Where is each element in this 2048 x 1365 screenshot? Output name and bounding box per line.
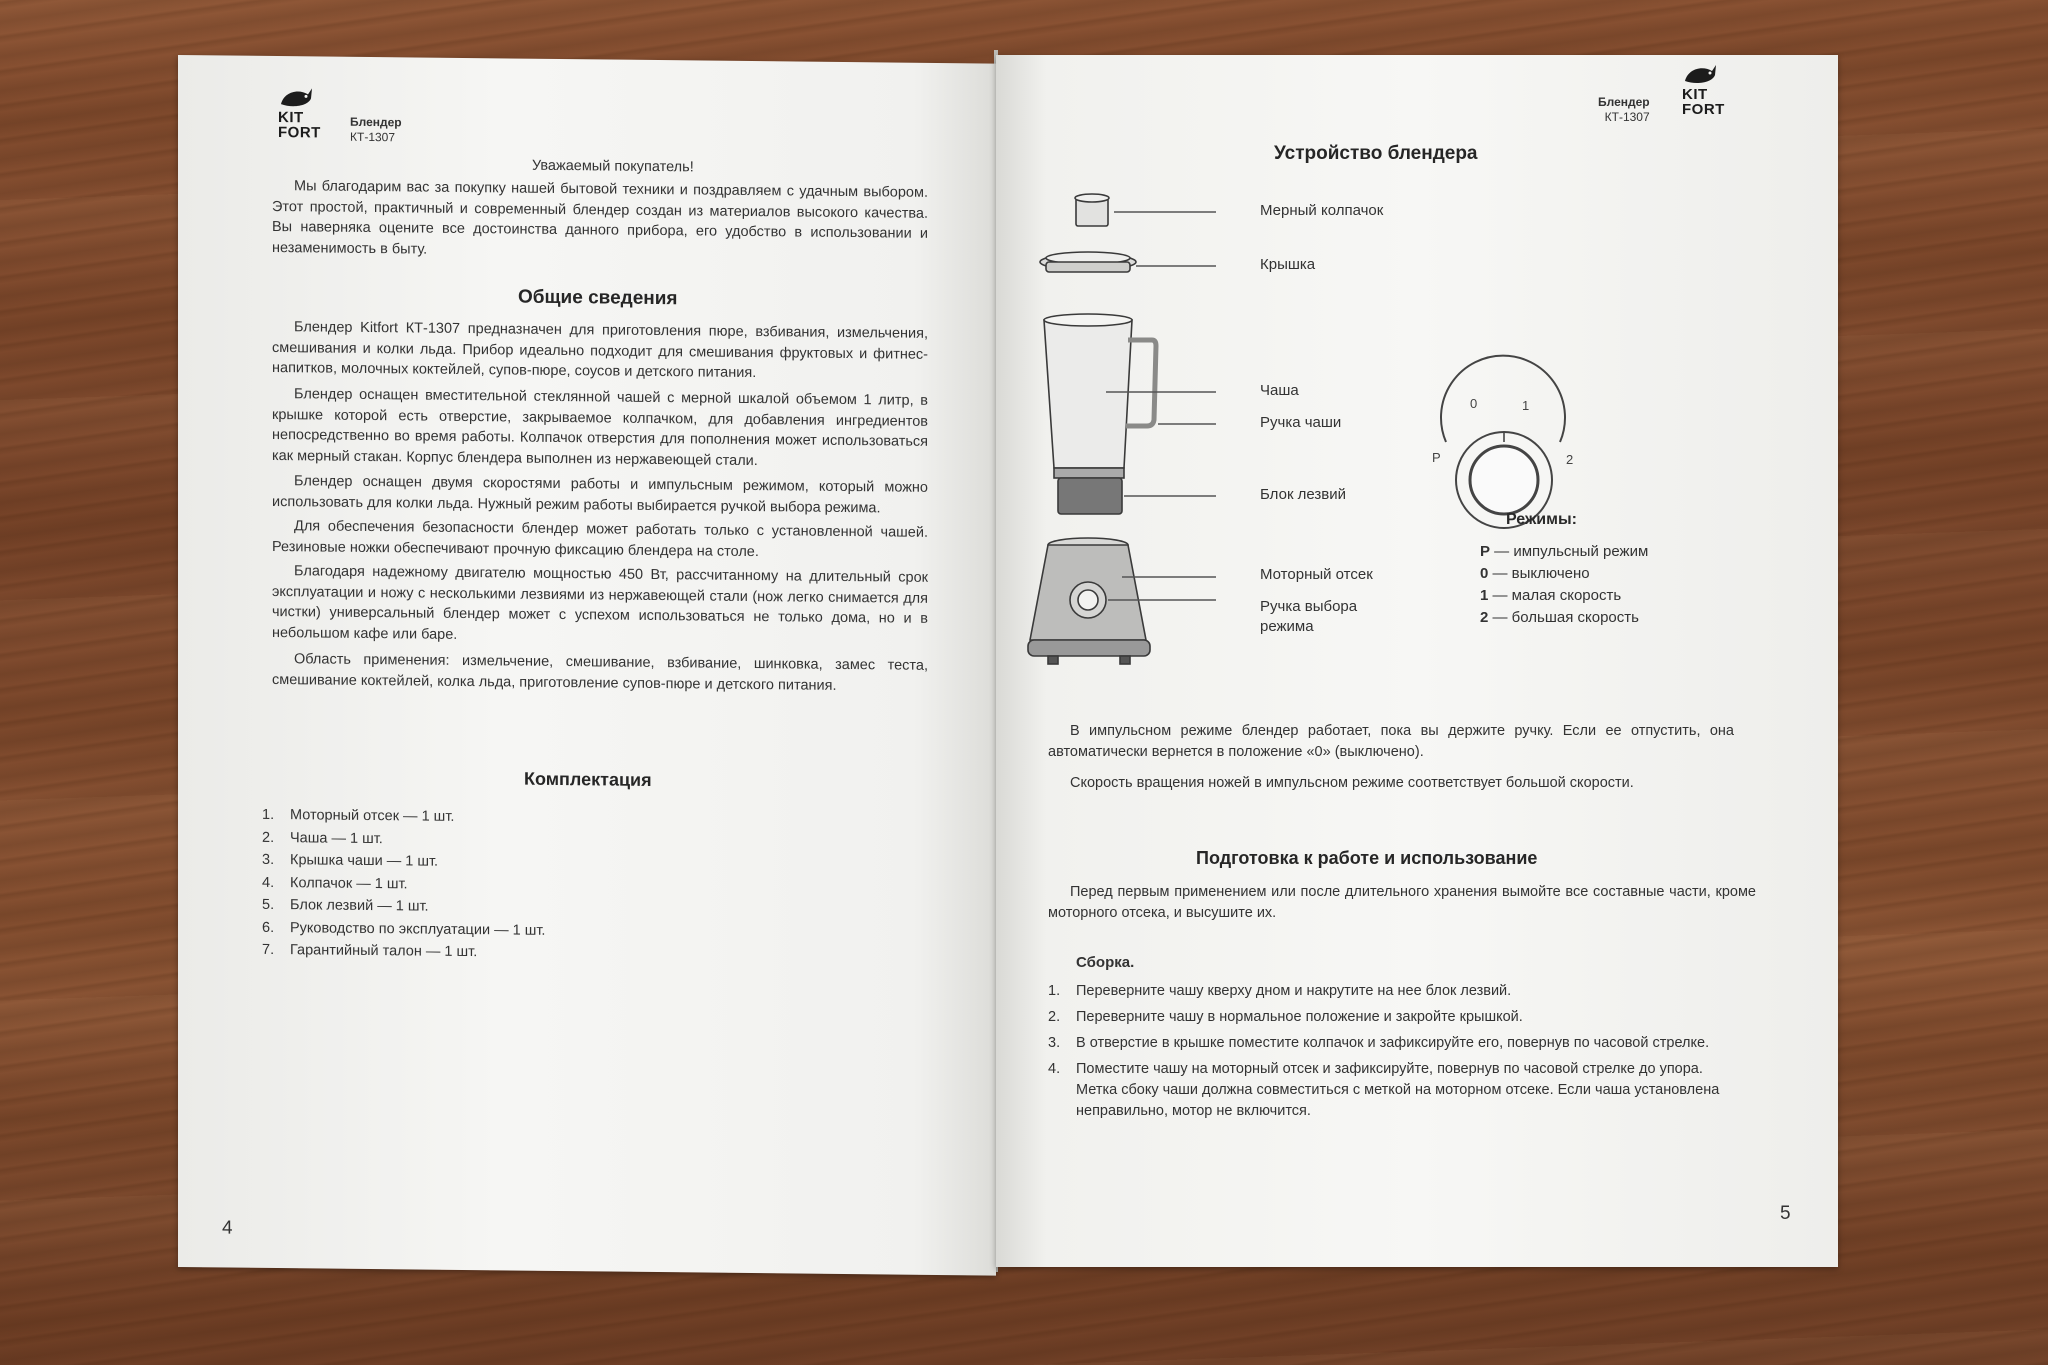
header-product: Блендер	[1598, 95, 1650, 109]
mode-item: 1 — малая скорость	[1480, 587, 1622, 604]
prep-title: Подготовка к работе и использование	[1196, 848, 1538, 868]
general-paragraph-2: Блендер оснащен вместительной стеклянной чашей с мерной шкалой объемом 1 литр, в крышке которой есть отверстие, закрываемое колпачком, для добавления ингредиентов непосредственно во время работы. Колпачок отверстия для пополнения может использоваться как мерный стакан. Корпус блендера выполнен из нержавеющей стали.	[272, 386, 928, 469]
logo-line-1: KIT	[1682, 86, 1708, 103]
jar-icon	[1044, 314, 1156, 514]
list-item: 1. Переверните чашу кверху дном и накрутите на нее блок лезвий.	[1048, 983, 1512, 999]
dial-mark-0: 0	[1470, 396, 1478, 411]
assembly-list	[1048, 981, 1748, 1122]
measuring-cap-icon	[1075, 194, 1109, 226]
part-label: Ручка выбора режима	[1260, 598, 1358, 635]
kit-list	[262, 804, 762, 967]
list-item: 7. Гарантийный талон — 1 шт.	[262, 941, 478, 961]
general-paragraph-4: Для обеспечения безопасности блендер может работать только с установленной чашей. Резиновые ножки обеспечивают прочную фиксацию блендера на столе.	[272, 518, 928, 560]
cat-logo-icon	[278, 86, 314, 108]
part-label: Мерный колпачок	[1260, 202, 1384, 219]
general-paragraph-5: Благодаря надежному двигателю мощностью 450 Вт, рассчитанному на длительный срок эксплуатации и ножу с несколькими лезвиями из нержавеющей стали (нож легко снимается для чистки) универсальный блендер может с успехом использоваться не только дома, но и в небольшом кафе или баре.	[272, 563, 928, 643]
list-item: 2. Чаша — 1 шт.	[262, 829, 383, 847]
modes-title: Режимы:	[1506, 511, 1577, 528]
page-number-left: 4	[222, 1217, 233, 1239]
part-label: Блок лезвий	[1260, 486, 1347, 503]
pulse-note-2: Скорость вращения ножей в импульсном режиме соответствует большой скорости.	[1070, 775, 1634, 791]
page-header-right	[1598, 95, 1650, 125]
list-item: 2. Переверните чашу в нормальное положение и закройте крышкой.	[1048, 1009, 1523, 1025]
list-item: 3. В отверстие в крышке поместите колпачок и зафиксируйте его, повернув по часовой стрелке.	[1048, 1035, 1710, 1051]
mode-dial-icon	[1441, 356, 1565, 528]
lid-icon	[1040, 252, 1136, 272]
dial-mark-2: 2	[1566, 452, 1574, 467]
part-label: Чаша	[1260, 382, 1299, 399]
mode-item: P — импульсный режим	[1480, 543, 1649, 560]
list-item: 4. Колпачок — 1 шт.	[262, 874, 408, 892]
general-paragraph-6: Область применения: измельчение, смешивание, взбивание, шинковка, замес теста, смешивание коктейлей, колка льда, приготовление супов-пюре и детского питания.	[272, 651, 928, 694]
prep-intro: Перед первым применением или после длительного хранения вымойте все составные части, кроме моторного отсека, и высушите их.	[1048, 884, 1756, 921]
pulse-note-1: В импульсном режиме блендер работает, пока вы держите ручку. Если ее отпустить, она автоматически вернется в положение «0» (выключено).	[1048, 723, 1734, 760]
header-product: Блендер	[350, 114, 402, 130]
page-header	[350, 115, 402, 146]
kitfort-logo-right	[1682, 63, 1725, 117]
page-number-right: 5	[1780, 1203, 1791, 1224]
intro-paragraph: Мы благодарим вас за покупку нашей бытовой техники и поздравляем с удачным выбором. Этот простой, практичный и современный блендер создан из материалов высокого качества. Вы наверняка оцените все достоинства данного прибора, его удобство в использовании и незаменимость в быту.	[272, 178, 928, 258]
list-item: 4. Поместите чашу на моторный отсек и зафиксируйте, повернув по часовой стрелке до упора. Метка сбоку чаши должна совместиться с меткой на моторном отсеке. Если чаша установлена неправильно, мотор не включится.	[1048, 1061, 1720, 1119]
dial-mark-1: 1	[1522, 398, 1530, 413]
assembly-title: Сборка.	[1076, 954, 1135, 971]
general-title: Общие сведения	[518, 286, 678, 310]
motor-base-icon	[1028, 538, 1150, 664]
left-page	[178, 55, 996, 1276]
general-paragraph-3: Блендер оснащен двумя скоростями работы и импульсным режимом, который можно использовать для колки льда. Нужный режим работы выбирается ручкой выбора режима.	[272, 473, 928, 516]
mode-item: 0 — выключено	[1480, 565, 1590, 582]
device-title: Устройство блендера	[1274, 143, 1478, 164]
header-model: КТ-1307	[1604, 110, 1650, 124]
list-item: 3. Крышка чаши — 1 шт.	[262, 851, 439, 870]
logo-line-1: KIT	[278, 109, 304, 127]
kitfort-logo	[278, 86, 321, 140]
general-paragraph-1: Блендер Kitfort КТ-1307 предназначен для приготовления пюре, взбивания, измельчения, смешивания и колки льда. Прибор идеально подходит для смешивания фруктовых и фитнес-напитков, молочных коктейлей, супов-пюре, соусов и детского питания.	[272, 319, 928, 382]
part-label: Моторный отсек	[1260, 566, 1373, 583]
greeting: Уважаемый покупатель!	[532, 157, 694, 176]
part-label: Ручка чаши	[1260, 414, 1342, 431]
list-item: 1. Моторный отсек — 1 шт.	[262, 806, 455, 825]
cat-logo-icon	[1682, 63, 1718, 85]
list-item: 6. Руководство по эксплуатации — 1 шт.	[262, 919, 546, 939]
dial-mark-p: P	[1432, 450, 1441, 465]
part-label: Крышка	[1260, 256, 1316, 273]
right-page	[996, 55, 1838, 1267]
mode-item: 2 — большая скорость	[1480, 609, 1639, 626]
logo-line-2: FORT	[278, 124, 321, 142]
logo-line-2: FORT	[1682, 101, 1725, 118]
header-model: КТ-1307	[350, 129, 396, 145]
list-item: 5. Блок лезвий — 1 шт.	[262, 896, 429, 915]
kit-title: Комплектация	[524, 768, 652, 790]
